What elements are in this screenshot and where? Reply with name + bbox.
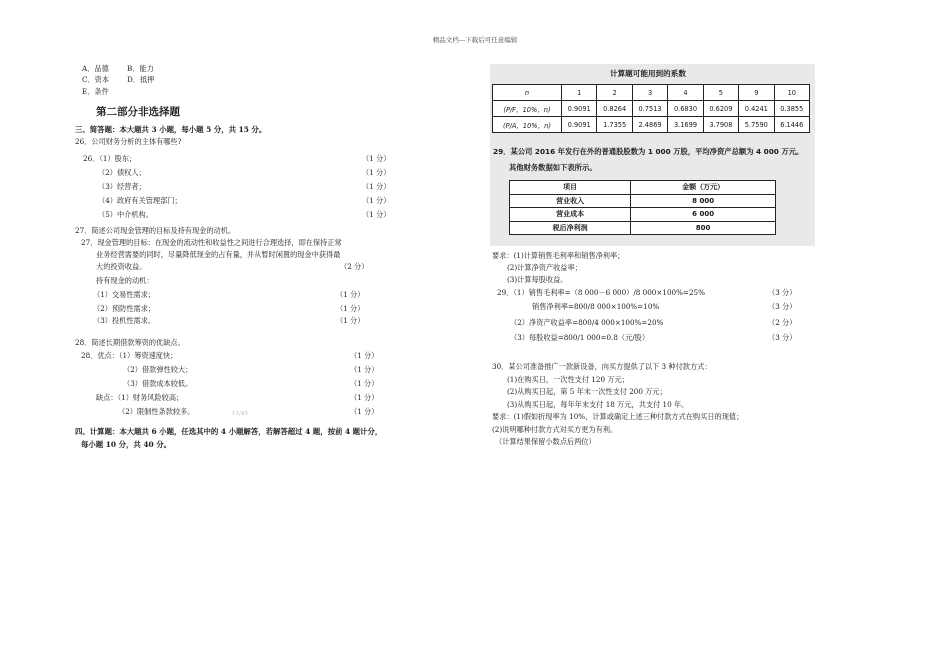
- table-row: [493, 117, 810, 133]
- table-cell: 3: [632, 85, 667, 101]
- table-cell: 4: [668, 85, 703, 101]
- q30-line: 要求：(1)假如折现率为 10%，计算或确定上述三种付款方式在购买日的现值；: [492, 412, 744, 421]
- q28-item: （3）借款成本较低。: [123, 379, 193, 388]
- q30-line: (2)从购买日起，第 5 年末一次性支付 200 万元；: [507, 387, 667, 396]
- table-cell: 税后净利润: [510, 221, 631, 235]
- table-header-cell: 项目: [510, 181, 631, 195]
- table-cell: 0.4241: [739, 101, 774, 117]
- table-header-cell: 金额（万元）: [631, 181, 776, 195]
- q27-item: （3）投机性需求。: [93, 316, 156, 325]
- table-cell: 10: [774, 85, 809, 101]
- q29-answer: （3）每股收益=800/1 000=0.8（元/股）: [510, 333, 650, 342]
- q26-item: （5）中介机构。: [98, 210, 153, 219]
- q26-item: （4）政府有关管理部门；: [98, 196, 182, 205]
- q28-score: （1 分）: [350, 407, 379, 416]
- q26-score: （1 分）: [362, 168, 391, 177]
- option-e: E．条件: [82, 87, 109, 96]
- table-cell: 3.7908: [703, 117, 738, 133]
- q28-question: 28．简述长期借款筹资的优缺点。: [75, 338, 185, 347]
- q29-answer: 29．（1）销售毛利率=（8 000－6 000）/8 000×100%=25%: [497, 288, 705, 297]
- table-cell: 0.7513: [632, 101, 667, 117]
- q30-line: （计算结果保留小数点后两位）: [495, 437, 596, 446]
- q29-requirement: (3)计算每股收益。: [507, 275, 568, 284]
- table-cell: 0.8264: [597, 101, 632, 117]
- q29-score: （3 分）: [768, 333, 797, 342]
- table-cell: 2: [597, 85, 632, 101]
- q27-answer-line: 27．现金管理的目标：在现金的流动性和收益性之间进行合理选择，即在保持正常: [81, 238, 342, 247]
- section4-title-cont: 每小题 10 分，共 40 分。: [81, 440, 171, 449]
- table-cell: 0.3855: [774, 101, 809, 117]
- table-row: [493, 101, 810, 117]
- q29-line: 29．某公司 2016 年发行在外的普通股股数为 1 000 万股，平均净资产总额为 4 000 万元。: [493, 147, 804, 156]
- option-b: B．能力: [127, 64, 154, 73]
- q28-item: （2）借款弹性较大；: [123, 365, 193, 374]
- section4-title: 四、计算题：本大题共 6 小题，任选其中的 4 小题解答，若解答超过 4 题，按前 4 题计分，: [75, 427, 383, 436]
- q28-item: 缺点：（1）财务风险较高；: [96, 393, 184, 402]
- q27-score: （1 分）: [336, 290, 365, 299]
- table-cell: 6 000: [631, 208, 776, 222]
- q28-score: （1 分）: [350, 379, 379, 388]
- q29-score: （3 分）: [768, 288, 797, 297]
- table-cell: 0.9091: [562, 101, 597, 117]
- page-marker: 11/45: [232, 411, 248, 417]
- q26-score: （1 分）: [362, 154, 391, 163]
- scan-watermark: ​: [189, 155, 191, 164]
- q29-score: （2 分）: [768, 318, 797, 327]
- table-row: [510, 208, 776, 222]
- table-cell: 9: [739, 85, 774, 101]
- option-a: A．品德: [82, 64, 109, 73]
- q29-answer: （2）净资产收益率=800/4 000×100%=20%: [510, 318, 664, 327]
- table-cell: 营业成本: [510, 208, 631, 222]
- q29-requirement: 要求：(1)计算销售毛利率和销售净利率；: [492, 251, 625, 260]
- table-cell: (P/F，10%，n): [493, 101, 562, 117]
- q26-question: 26．公司财务分析的主体有哪些?: [75, 137, 182, 146]
- q30-line: (3)从购买日起，每年年末支付 18 万元，共支付 10 年。: [507, 400, 689, 409]
- table-cell: 5: [703, 85, 738, 101]
- q28-score: （1 分）: [350, 393, 379, 402]
- table-cell: 1.7355: [597, 117, 632, 133]
- q26-item: 26．（1）股东；: [83, 154, 137, 163]
- q28-score: （1 分）: [350, 351, 379, 360]
- q27-motive-label: 持有现金的动机：: [96, 276, 154, 285]
- table-row: [510, 181, 776, 195]
- coef-table-title: 计算题可能用到的系数: [610, 69, 686, 78]
- q28-item: 28．优点：（1）筹资速度快；: [81, 351, 178, 360]
- table-cell: 6.1446: [774, 117, 809, 133]
- table-row: [493, 85, 810, 101]
- table-row: [510, 221, 776, 235]
- q27-answer-line: 大的投资收益。: [96, 262, 147, 271]
- table-cell: 1: [562, 85, 597, 101]
- q26-score: （1 分）: [362, 210, 391, 219]
- table-cell: n: [493, 85, 562, 101]
- page-header: 精品文档---下载后可任意编辑: [432, 36, 518, 44]
- q29-score: （3 分）: [768, 302, 797, 311]
- q28-item: （2）限制性条款较多。: [118, 407, 195, 416]
- q29-line: 其他财务数据如下表所示。: [509, 163, 597, 172]
- q27-answer-line: 业务经营需要的同时，尽量降低现金的占有量，并从暂时闲置的现金中获得最: [96, 250, 341, 259]
- table-cell: 5.7590: [739, 117, 774, 133]
- table-cell: 0.6830: [668, 101, 703, 117]
- coef-table: [492, 84, 810, 133]
- q30-line: 30．某公司准备推广一款新设备，向买方提供了以下 3 种付款方式：: [492, 362, 712, 371]
- table-cell: 800: [631, 221, 776, 235]
- table-cell: 8 000: [631, 194, 776, 208]
- q28-score: （1 分）: [350, 365, 379, 374]
- q27-item: （2）预防性需求；: [93, 304, 156, 313]
- q27-item: （1）交易性需求；: [93, 290, 156, 299]
- financial-table: [509, 180, 776, 235]
- q30-line: (1)在购买日，一次性支付 120 万元；: [507, 375, 629, 384]
- q26-item: （2）债权人；: [98, 168, 146, 177]
- q27-answer-score: （2 分）: [340, 262, 369, 271]
- q27-question: 27．简述公司现金管理的目标及持有现金的动机。: [75, 226, 236, 235]
- q27-score: （1 分）: [336, 316, 365, 325]
- q27-score: （1 分）: [336, 304, 365, 313]
- q26-score: （1 分）: [362, 182, 391, 191]
- option-c: C．资本: [82, 75, 110, 84]
- table-row: [510, 194, 776, 208]
- table-cell: 2.4869: [632, 117, 667, 133]
- table-cell: 营业收入: [510, 194, 631, 208]
- table-cell: 0.9091: [562, 117, 597, 133]
- q26-item: （3）经营者；: [98, 182, 146, 191]
- section3-title: 三、简答题：本大题共 3 小题，每小题 5 分，共 15 分。: [75, 125, 267, 134]
- part-title: 第二部分非选择题: [96, 106, 180, 118]
- option-d: D．抵押: [127, 75, 155, 84]
- q29-requirement: (2)计算净资产收益率；: [507, 263, 582, 272]
- q26-score: （1 分）: [362, 196, 391, 205]
- q30-line: (2)说明哪种付款方式对买方更为有利。: [492, 425, 618, 434]
- table-cell: 3.1699: [668, 117, 703, 133]
- table-cell: 0.6209: [703, 101, 738, 117]
- q29-answer: 销售净利率=800/8 000×100%=10%: [532, 302, 660, 311]
- table-cell: (P/A，10%，n): [493, 117, 562, 133]
